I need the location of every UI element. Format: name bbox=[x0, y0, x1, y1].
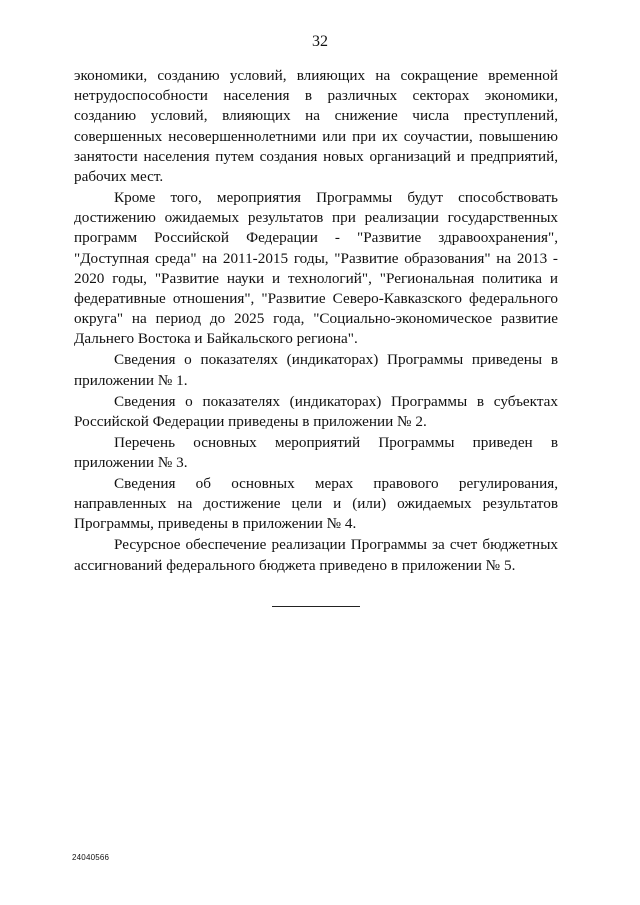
paragraph-continuation: экономики, созданию условий, влияющих на сокращение временной нетрудоспособности населения в различных секторах экономики, созданию условий, влияющих на снижение числа преступлений, совершенных несовершеннолетними или при их соучастии, повышению занятости населения путем создания новых организаций и предприятий, рабочих мест. bbox=[74, 67, 558, 186]
paragraph-programs: Кроме того, мероприятия Программы будут способствовать достижению ожидаемых результатов при реализации государственных программ Российской Федерации - "Развитие здравоохранения", "Доступная среда" на 2011-2015 годы, "Развитие образования" на 2013 - 2020 годы, "Развитие науки и технологий", "Региональная политика и федеративные отношения", "Развитие Северо-Кавказского федерального округа" на период до 2025 года, "Социально-экономическое развитие Дальнего Востока и Байкальского региона". bbox=[74, 189, 558, 348]
paragraph-appendix-1: Сведения о показателях (индикаторах) Программы приведены в приложении № 1. bbox=[74, 351, 558, 389]
paragraph-appendix-3: Перечень основных мероприятий Программы приведен в приложении № 3. bbox=[74, 433, 558, 472]
paragraph-appendix-2: Сведения о показателях (индикаторах) Программы в субъектах Российской Федерации приведены в приложении № 2. bbox=[74, 392, 558, 430]
page-number: 32 bbox=[312, 33, 328, 50]
document-code: 24040566 bbox=[72, 853, 110, 862]
paragraph-appendix-5: Ресурсное обеспечение реализации Программы за счет бюджетных ассигнований федерального бюджета приведено в приложении № 5. bbox=[74, 536, 558, 574]
document-body bbox=[74, 66, 558, 577]
paragraph-appendix-4: Сведения об основных мерах правового регулирования, направленных на достижение цели и (или) ожидаемых результатов Программы, приведены в приложении № 4. bbox=[74, 475, 558, 533]
end-divider bbox=[272, 606, 360, 607]
